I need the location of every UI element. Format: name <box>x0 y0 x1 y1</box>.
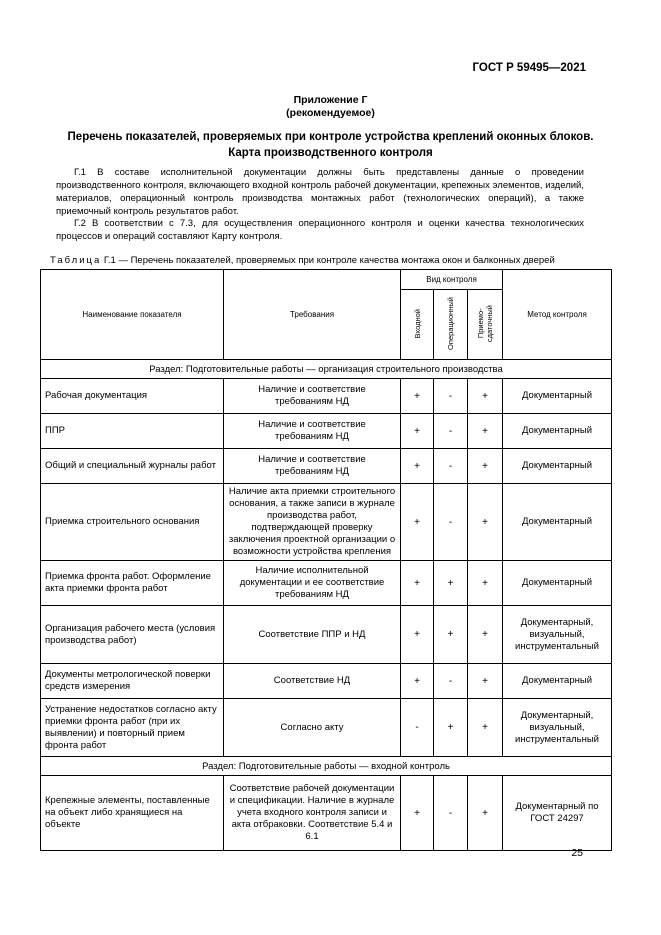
cell-name: Приемка фронта работ. Оформление акта приемки фронта работ <box>41 561 224 606</box>
cell-method: Документарный <box>503 379 612 414</box>
table-row <box>41 561 612 606</box>
cell-name: Рабочая документация <box>41 379 224 414</box>
cell-acceptance: + <box>468 699 503 757</box>
header-name: Наименование показателя <box>41 270 224 360</box>
cell-operational: - <box>434 379 468 414</box>
cell-operational: - <box>434 664 468 699</box>
cell-incoming: + <box>401 449 434 484</box>
cell-name: Приемка строительного основания <box>41 484 224 561</box>
cell-incoming: + <box>401 484 434 561</box>
cell-incoming: + <box>401 776 434 851</box>
cell-operational: + <box>434 606 468 664</box>
header-incoming-label: Входной <box>412 308 422 339</box>
header-operational-label: Операционный <box>446 297 455 350</box>
cell-incoming: + <box>401 414 434 449</box>
cell-acceptance: + <box>468 776 503 851</box>
page-number: 25 <box>571 847 583 859</box>
cell-incoming: + <box>401 561 434 606</box>
table-row <box>41 379 612 414</box>
header-method: Метод контроля <box>503 270 612 360</box>
cell-method: Документарный, визуальный, инструментальный <box>503 606 612 664</box>
cell-acceptance: + <box>468 484 503 561</box>
annex-subtitle: (рекомендуемое) <box>286 107 375 119</box>
cell-operational: - <box>434 484 468 561</box>
cell-name: ППР <box>41 414 224 449</box>
cell-acceptance: + <box>468 414 503 449</box>
section-row-organization: Раздел: Подготовительные работы — организация строительного производства <box>41 360 612 379</box>
table-row <box>41 606 612 664</box>
annex-heading <box>0 94 661 120</box>
cell-requirements: Соответствие НД <box>224 664 401 699</box>
cell-incoming: + <box>401 606 434 664</box>
header-acceptance-line-2: сдаточный <box>485 304 494 343</box>
cell-requirements: Наличие исполнительной документации и ее соответствие требованиям НД <box>224 561 401 606</box>
header-incoming <box>401 290 434 360</box>
table-caption-label: Таблица <box>50 255 102 266</box>
cell-method: Документарный по ГОСТ 24297 <box>503 776 612 851</box>
cell-requirements: Наличие акта приемки строительного основания, а также записи в журнале производства работ, подтверждающей проверку заключения проектной организации о возможности устройства крепления <box>224 484 401 561</box>
cell-name: Устранение недостатков согласно акту приемки фронта работ (при их выявлении) и повторный прием фронта работ <box>41 699 224 757</box>
paragraph-g1: Г.1 В составе исполнительной документации должны быть представлены данные о проведении производственного контроля, включающего входной контроль рабочей документации, крепежных элементов, изделий, материалов, операционный контроль производства монтажных работ (технологических операций), а также приемочный контроль результатов работ. <box>56 167 584 217</box>
paragraph-g2: Г.2 В соответствии с 7.3, для осуществления операционного контроля и оценки качества технологических процессов и операций составляют Карту контроля. <box>56 218 584 242</box>
cell-acceptance: + <box>468 449 503 484</box>
cell-requirements: Наличие и соответствие требованиям НД <box>224 449 401 484</box>
document-title <box>52 129 609 161</box>
cell-method: Документарный <box>503 664 612 699</box>
table-row <box>41 484 612 561</box>
document-title-line-1: Перечень показателей, проверяемых при контроле устройства креплений оконных блоков. <box>67 131 594 143</box>
cell-requirements: Наличие и соответствие требованиям НД <box>224 379 401 414</box>
header-requirements: Требования <box>224 270 401 360</box>
cell-name: Организация рабочего места (условия производства работ) <box>41 606 224 664</box>
cell-method: Документарный, визуальный, инструментальный <box>503 699 612 757</box>
cell-acceptance: + <box>468 379 503 414</box>
table-row <box>41 449 612 484</box>
cell-acceptance: + <box>468 606 503 664</box>
cell-method: Документарный <box>503 414 612 449</box>
cell-requirements: Наличие и соответствие требованиям НД <box>224 414 401 449</box>
cell-acceptance: + <box>468 561 503 606</box>
cell-requirements: Соответствие рабочей документации и спецификации. Наличие в журнале учета входного контроля записи и акта отбраковки. Соответствие 5.4 и 6.1 <box>224 776 401 851</box>
cell-method: Документарный <box>503 449 612 484</box>
header-operational <box>434 290 468 360</box>
control-table <box>40 269 612 851</box>
cell-operational: - <box>434 414 468 449</box>
table-caption <box>50 255 555 266</box>
document-title-line-2: Карта производственного контроля <box>228 147 433 159</box>
section-row-incoming-control: Раздел: Подготовительные работы — входной контроль <box>41 757 612 776</box>
cell-operational: - <box>434 776 468 851</box>
cell-operational: + <box>434 699 468 757</box>
cell-operational: - <box>434 449 468 484</box>
table-caption-text: Г.1 — Перечень показателей, проверяемых при контроле качества монтажа окон и балконных дверей <box>103 255 555 266</box>
table-row <box>41 776 612 851</box>
annex-title: Приложение Г <box>293 94 368 106</box>
cell-incoming: + <box>401 664 434 699</box>
cell-method: Документарный <box>503 561 612 606</box>
header-acceptance-line-1: Приемо- <box>476 308 485 339</box>
table-row <box>41 664 612 699</box>
header-acceptance-label <box>476 305 494 342</box>
header-acceptance <box>468 290 503 360</box>
cell-name: Документы метрологической поверки средств измерения <box>41 664 224 699</box>
cell-incoming: + <box>401 379 434 414</box>
cell-acceptance: + <box>468 664 503 699</box>
cell-operational: + <box>434 561 468 606</box>
cell-requirements: Согласно акту <box>224 699 401 757</box>
table-row <box>41 414 612 449</box>
cell-name: Крепежные элементы, поставленные на объект либо хранящиеся на объекте <box>41 776 224 851</box>
cell-requirements: Соответствие ППР и НД <box>224 606 401 664</box>
cell-name: Общий и специальный журналы работ <box>41 449 224 484</box>
table-row <box>41 699 612 757</box>
standard-designation: ГОСТ Р 59495—2021 <box>472 62 586 74</box>
cell-incoming: - <box>401 699 434 757</box>
cell-method: Документарный <box>503 484 612 561</box>
header-control-type: Вид контроля <box>401 270 503 290</box>
